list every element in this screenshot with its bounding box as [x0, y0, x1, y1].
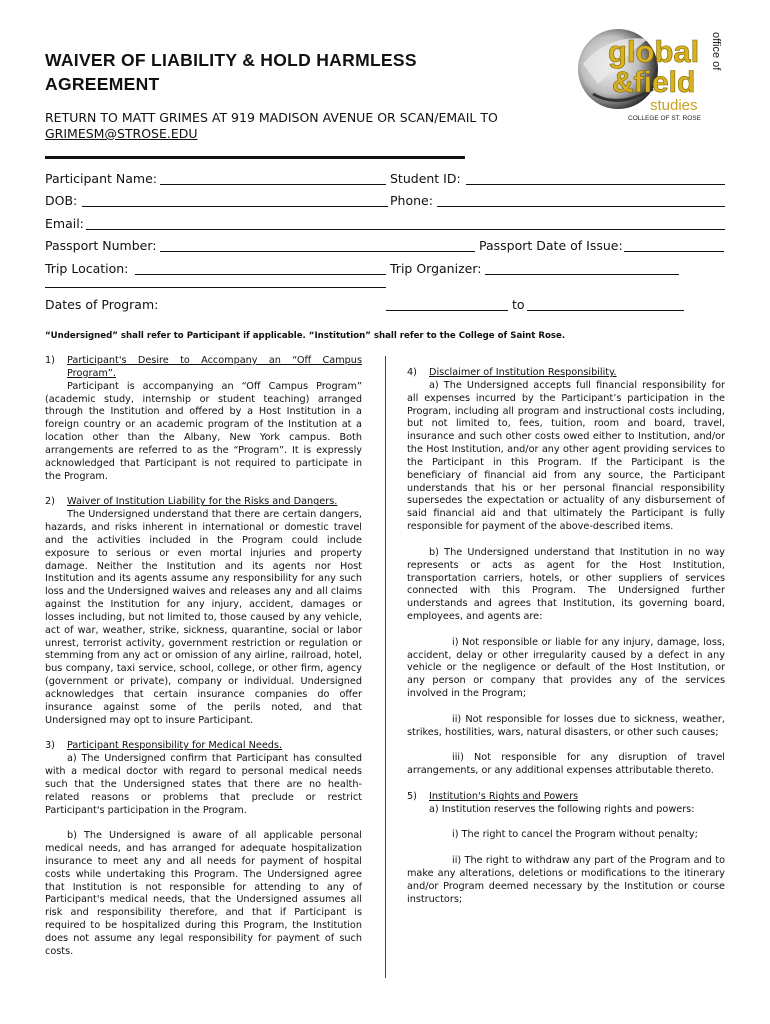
passport-number-label: Passport Number:: [45, 238, 157, 253]
section-5-para-a: a) Institution reserves the following rights and powers:: [429, 803, 695, 815]
header-rule: [45, 156, 465, 159]
student-id-label: Student ID:: [390, 171, 461, 186]
dates-to-label: to: [512, 297, 525, 312]
passport-number-field[interactable]: [160, 251, 475, 252]
section-5-number: 5): [407, 790, 417, 802]
logo-graphic: [578, 24, 728, 122]
participant-name-field[interactable]: [160, 184, 386, 185]
left-column: [45, 355, 362, 959]
section-4-heading: Disclaimer of Institution Responsibility.: [429, 367, 617, 378]
section-4: [407, 367, 725, 380]
section-2-heading: Waiver of Institution Liability for the Risks and Dangers.: [67, 496, 338, 508]
logo-word-global: global: [608, 34, 700, 69]
section-3-number: 3): [45, 740, 55, 752]
phone-field[interactable]: [437, 206, 725, 207]
section-4-item-i: i) Not responsible or liable for any injury, damage, loss, accident, delay or other irregularity caused by a defect in any vehicle or the negligence or default of the Host Institution, or any person or company that provides any of the services involved in the Program;: [407, 636, 725, 700]
section-5-heading: Institution's Rights and Powers: [429, 790, 579, 802]
program-start-date-field[interactable]: [386, 310, 508, 311]
email-label: Email:: [45, 216, 84, 231]
dates-of-program-label: Dates of Program:: [45, 297, 159, 312]
student-id-field[interactable]: [466, 184, 725, 185]
section-1-heading: Participant's Desire to Accompany an “Off Campus Program”.: [67, 355, 362, 379]
logo-college: COLLEGE OF ST. ROSE: [628, 115, 701, 122]
trip-organizer-field[interactable]: [485, 274, 679, 275]
section-2-body: The Undersigned understand that there are certain dangers, hazards, and risks inherent in international or domestic travel and the activities included in the Program could include exposure to serious or even mortal injuries and property damage. Neither the Institution and its agents nor Host Institution and its agents assume any responsibility for any such loss and the Undersigned waives and releases any and all claims against the Institution for any injury, accident, damages or losses including, but not limited to, those caused by any vehicle, act of war, weather, strike, sickness, quarantine, social or labor unrest, terrorist activity, government restriction or regulation or stemming from any act or omission of any airline, railroad, hotel, bus company, taxi service, school, college, or other firm, agency (government or private), company or individual. Undersigned acknowledges that certain insurance companies do offer insurance against some of the perils noted, and that Undersigned may opt to insure Participant.: [45, 509, 362, 726]
participant-name-label: Participant Name:: [45, 171, 157, 186]
program-end-date-field[interactable]: [527, 310, 684, 311]
section-3: [45, 740, 362, 753]
dob-field[interactable]: [82, 206, 388, 207]
definitions-line: “Undersigned” shall refer to Participant if applicable. “Institution” shall refer to the College of Saint Rose.: [45, 331, 566, 341]
right-column: [407, 367, 725, 906]
section-5-item-ii: ii) The right to withdraw any part of the Program and to make any alterations, deletions or modifications to the itinerary and/or Program deemed necessary by the Institution or course instructors;: [407, 855, 725, 905]
section-4-number: 4): [407, 367, 417, 378]
logo-office-of: office of: [710, 32, 722, 71]
trip-location-field[interactable]: [135, 274, 386, 275]
section-1-body: Participant is accompanying an “Off Campus Program” (academic study, internship or student teaching) arranged through the Institution and offered by a Host Institution in a foreign country or an academic program of the Institution at a location other than the Albany, New York campus. Both arrangements are referred to as the “Program”. It is expressly acknowledged that Participant is not required to participate in the Program.: [45, 380, 362, 482]
passport-date-field[interactable]: [624, 251, 724, 252]
return-line: RETURN TO MATT GRIMES AT 919 MADISON AVENUE OR SCAN/EMAIL TO: [45, 110, 498, 125]
column-divider: [385, 356, 386, 978]
section-3-para-a: a) The Undersigned confirm that Participant has consulted with a medical doctor with regard to personal medical needs such that the Undersigned states that there are no health-related reasons or problems that preclude or restrict Participant's participation in the Program.: [45, 753, 362, 816]
logo-word-studies: studies: [650, 97, 698, 114]
passport-date-label: Passport Date of Issue:: [479, 238, 623, 253]
section-1-number: 1): [45, 355, 55, 366]
phone-label: Phone:: [390, 193, 433, 208]
section-4-item-iii: iii) Not responsible for any disruption of travel arrangements, or any additional expenses attributable thereto.: [407, 752, 725, 777]
section-4-item-ii: ii) Not responsible for losses due to sickness, weather, strikes, hostilities, wars, natural disasters, or other such causes;: [407, 713, 725, 738]
section-3-heading: Participant Responsibility for Medical Needs.: [67, 740, 283, 752]
section-2-number: 2): [45, 496, 55, 508]
dob-label: DOB:: [45, 193, 78, 208]
trip-location-label: Trip Location:: [45, 261, 129, 276]
global-field-studies-logo: [578, 24, 728, 122]
return-instructions: [45, 110, 498, 142]
section-4-para-a: a) The Undersigned accepts full financial responsibility for all expenses incurred by the Participant’s participation in the Program, including all program and instructional costs including, but not limited to, fees, tuition, room and board, travel, insurance and such other costs owed either to Institution, and/or the Host Institution, and/or any other agent providing services to the Participant in this Program. If the Participant is the beneficiary of financial aid from any source, the Participant understands that his or her personal financial responsibility supersedes the expectation or actuality of any disbursement of said financial aid and that ultimately the Participant is fully responsible for payment of the above-described items.: [407, 379, 725, 533]
document-title: WAIVER OF LIABILITY & HOLD HARMLESS AGREEMENT: [45, 50, 417, 94]
trip-organizer-label: Trip Organizer:: [390, 261, 482, 276]
email-field[interactable]: [86, 229, 725, 230]
section-2: [45, 496, 362, 509]
section-1: [45, 355, 362, 381]
section-3-para-b: b) The Undersigned is aware of all applicable personal medical needs, and has arranged for adequate hospitalization insurance to meet any and all needs for payment of hospital costs while undertaking this Program. The Undersigned agree that Institution is not responsible for attending to any of Participant's medical needs, that the Undersigned assumes all risk and responsibility therefore, and that if Participant is required to be hospitalized during this Program, the Institution does not assume any legal responsibility for payment of such costs.: [45, 830, 362, 957]
trip-location-field-line2[interactable]: [45, 287, 386, 288]
return-email-link[interactable]: GRIMESM@STROSE.EDU: [45, 126, 198, 141]
section-5: [407, 791, 725, 804]
logo-word-field: &field: [612, 66, 696, 99]
section-4-para-b: b) The Undersigned understand that Institution in no way represents or acts as agent for the Host Institution, transportation carriers, hotels, or other suppliers of services connected with this Program. The Undersigned further understands and agrees that Institution, its governing board, employees, and agents are:: [407, 546, 725, 623]
section-5-item-i: i) The right to cancel the Program without penalty;: [452, 829, 698, 841]
